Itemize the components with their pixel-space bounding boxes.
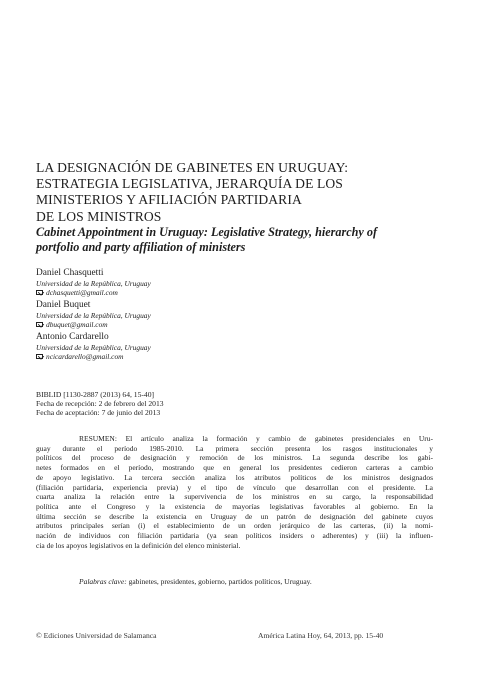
author-list xyxy=(36,268,456,364)
abstract-line: cia de los apoyos legislativos en la definición del elenco ministerial. xyxy=(36,540,241,550)
received-date: Fecha de recepción: 2 de febrero del 2013 xyxy=(36,399,164,409)
author-email-row xyxy=(36,352,456,361)
article-title-line: LA DESIGNACIÓN DE GABINETES EN URUGUAY: xyxy=(36,160,349,175)
abstract-line: nación de individuos con filiación partidaria (ya sean políticos insiders o adherentes) y (iii) la influen- xyxy=(36,531,433,541)
abstract-line: política ante el Congreso y la existencia de mayorías legislativas favorables al gobierno. En la xyxy=(36,501,433,511)
author-email-row xyxy=(36,320,456,329)
author-email[interactable]: dchasquetti@gmail.com xyxy=(46,288,118,297)
author-name: Daniel Buquet xyxy=(36,300,91,310)
bibliographic-info xyxy=(36,390,456,418)
article-title-line: MINISTERIOS Y AFILIACIÓN PARTIDARIA xyxy=(36,192,302,208)
author-email[interactable]: dbuquet@gmail.com xyxy=(46,320,108,329)
abstract-line: de apoyo legislativo. La tercera sección analiza los atributos políticos de los ministros designados xyxy=(36,472,433,482)
envelope-icon xyxy=(36,354,43,359)
envelope-icon xyxy=(36,322,43,327)
envelope-icon xyxy=(36,290,43,295)
author-name: Antonio Cardarello xyxy=(36,332,109,342)
author-affiliation: Universidad de la República, Uruguay xyxy=(36,343,151,352)
article-title-line: ESTRATEGIA LEGISLATIVA, JERARQUÍA DE LOS xyxy=(36,176,343,192)
article-title-block xyxy=(36,160,456,255)
footer-citation: América Latina Hoy, 64, 2013, pp. 15-40 xyxy=(258,631,384,640)
author-email[interactable]: ncicardarello@gmail.com xyxy=(46,352,124,361)
article-title-line: DE LOS MINISTROS xyxy=(36,208,162,224)
accepted-date: Fecha de aceptación: 7 de junio del 2013 xyxy=(36,408,161,418)
abstract xyxy=(36,434,433,550)
abstract-line: guay durante el período 1985-2010. La primera sección presenta los rasgos institucionales y xyxy=(36,443,433,453)
author-affiliation: Universidad de la República, Uruguay xyxy=(36,311,151,320)
abstract-line: cuarta analiza la relación entre la supervivencia de los ministros en su cargo, la responsabilidad xyxy=(36,492,433,502)
abstract-line: políticos del proceso de designación y remoción de los ministros. La segunda describe los gabi- xyxy=(36,453,433,463)
keywords xyxy=(79,577,439,587)
footer-publisher: © Ediciones Universidad de Salamanca xyxy=(36,631,157,640)
abstract-line: última sección se describe la existencia en Uruguay de un patrón de designación del gabinete cuyos xyxy=(36,511,433,521)
keywords-label: Palabras clave: xyxy=(79,577,127,586)
abstract-line: RESUMEN: El artículo analiza la formación y cambio de gabinetes presidenciales en Uru- xyxy=(79,434,433,443)
abstract-line: netes formados en el período, mostrando que en general los presidentes cedieron carteras a cambio xyxy=(36,463,433,473)
abstract-line: atributos principales serían (i) el establecimiento de un orden jerárquico de las carteras, (ii) la nomi- xyxy=(36,521,433,531)
english-title-line: Cabinet Appointment in Uruguay: Legislative Strategy, hierarchy of xyxy=(36,224,378,239)
author-affiliation: Universidad de la República, Uruguay xyxy=(36,279,151,288)
keywords-text: gabinetes, presidentes, gobierno, partidos políticos, Uruguay. xyxy=(128,577,312,586)
author-email-row xyxy=(36,288,456,297)
author-entry xyxy=(36,300,456,329)
author-entry xyxy=(36,332,456,361)
english-title-line: portfolio and party affiliation of ministers xyxy=(36,239,246,254)
biblid-reference: BIBLID [1130-2887 (2013) 64, 15-40] xyxy=(36,390,155,399)
author-entry xyxy=(36,268,456,297)
author-name: Daniel Chasquetti xyxy=(36,268,104,278)
abstract-line: (filiación partidaria, experiencia previa) y el tipo de vínculo que desarrollan con el presidente. La xyxy=(36,482,433,492)
